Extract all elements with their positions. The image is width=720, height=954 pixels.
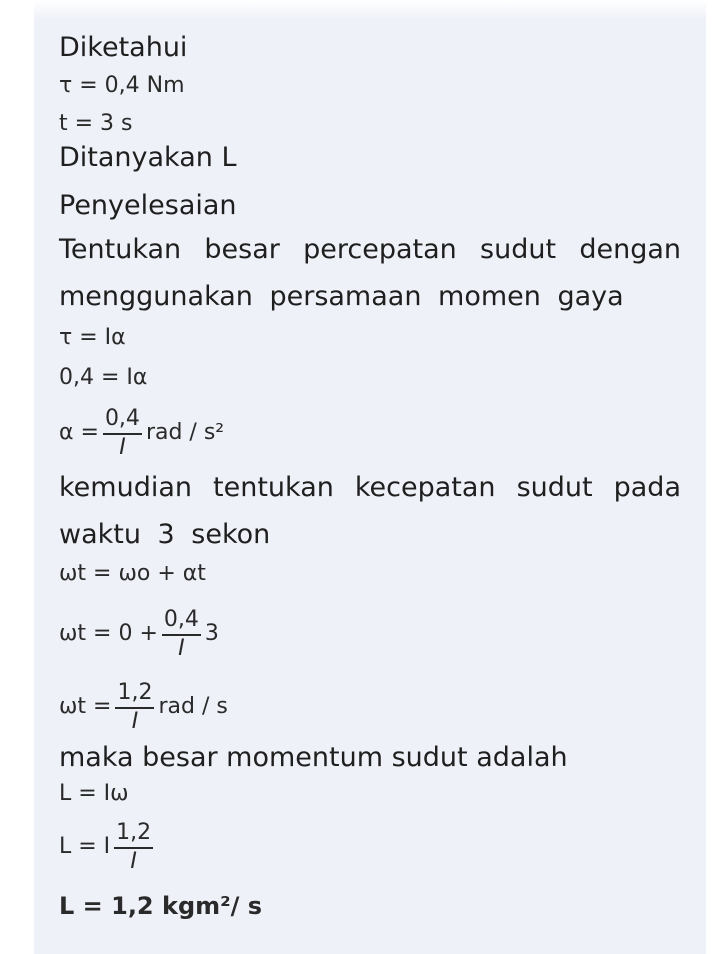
eq3-denominator: I <box>119 434 126 460</box>
asked-line: Ditanyakan L <box>59 142 237 173</box>
eq3-numerator: 0,4 <box>103 406 142 435</box>
eq5-fraction <box>162 607 201 662</box>
eq5-lhs: ωt = 0 + <box>59 621 158 646</box>
final-result: L = 1,2 kgm²/ s <box>59 892 263 920</box>
eq8-lhs: L = I <box>59 834 111 859</box>
eq6-denominator: I <box>131 708 139 734</box>
given-time: t = 3 s <box>59 111 133 136</box>
step2-text: kemudian tentukan kecepatan sudut pada waktu 3 sekon <box>59 472 681 550</box>
eq6-fraction <box>115 680 154 735</box>
step3-text: maka besar momentum sudut adalah <box>59 742 568 773</box>
eq8-fraction <box>114 820 153 875</box>
eq-velocity-substitution <box>59 598 681 670</box>
eq6-unit: rad / s <box>158 694 228 719</box>
eq8-numerator: 1,2 <box>114 820 153 849</box>
solution-heading: Penyelesaian <box>59 190 237 221</box>
eq-angular-acceleration <box>59 402 681 464</box>
step1-text: Tentukan besar percepatan sudut dengan menggunakan persamaan momen gaya <box>59 234 681 312</box>
eq8-denominator: I <box>130 848 137 874</box>
eq-momentum-substitution <box>59 816 681 878</box>
eq-angular-momentum: L = Iω <box>59 781 129 806</box>
given-heading: Diketahui <box>59 32 188 63</box>
eq3-unit: rad / s² <box>145 420 225 445</box>
eq5-denominator: I <box>178 635 185 661</box>
solution-content <box>59 30 681 924</box>
eq3-lhs: α = <box>59 420 99 445</box>
given-torque: τ = 0,4 Nm <box>59 73 185 98</box>
eq6-lhs: ωt = <box>59 694 112 719</box>
eq-torque-inertia: τ = Iα <box>59 325 126 350</box>
eq5-tail: 3 <box>204 621 219 646</box>
eq-angular-velocity: ωt = ωo + αt <box>59 561 206 586</box>
eq-substitution: 0,4 = Iα <box>59 365 148 390</box>
eq6-numerator: 1,2 <box>115 680 154 709</box>
card-top-fade <box>34 0 706 20</box>
eq3-fraction <box>103 406 142 461</box>
eq-velocity-result <box>59 674 681 740</box>
eq5-numerator: 0,4 <box>162 607 201 636</box>
